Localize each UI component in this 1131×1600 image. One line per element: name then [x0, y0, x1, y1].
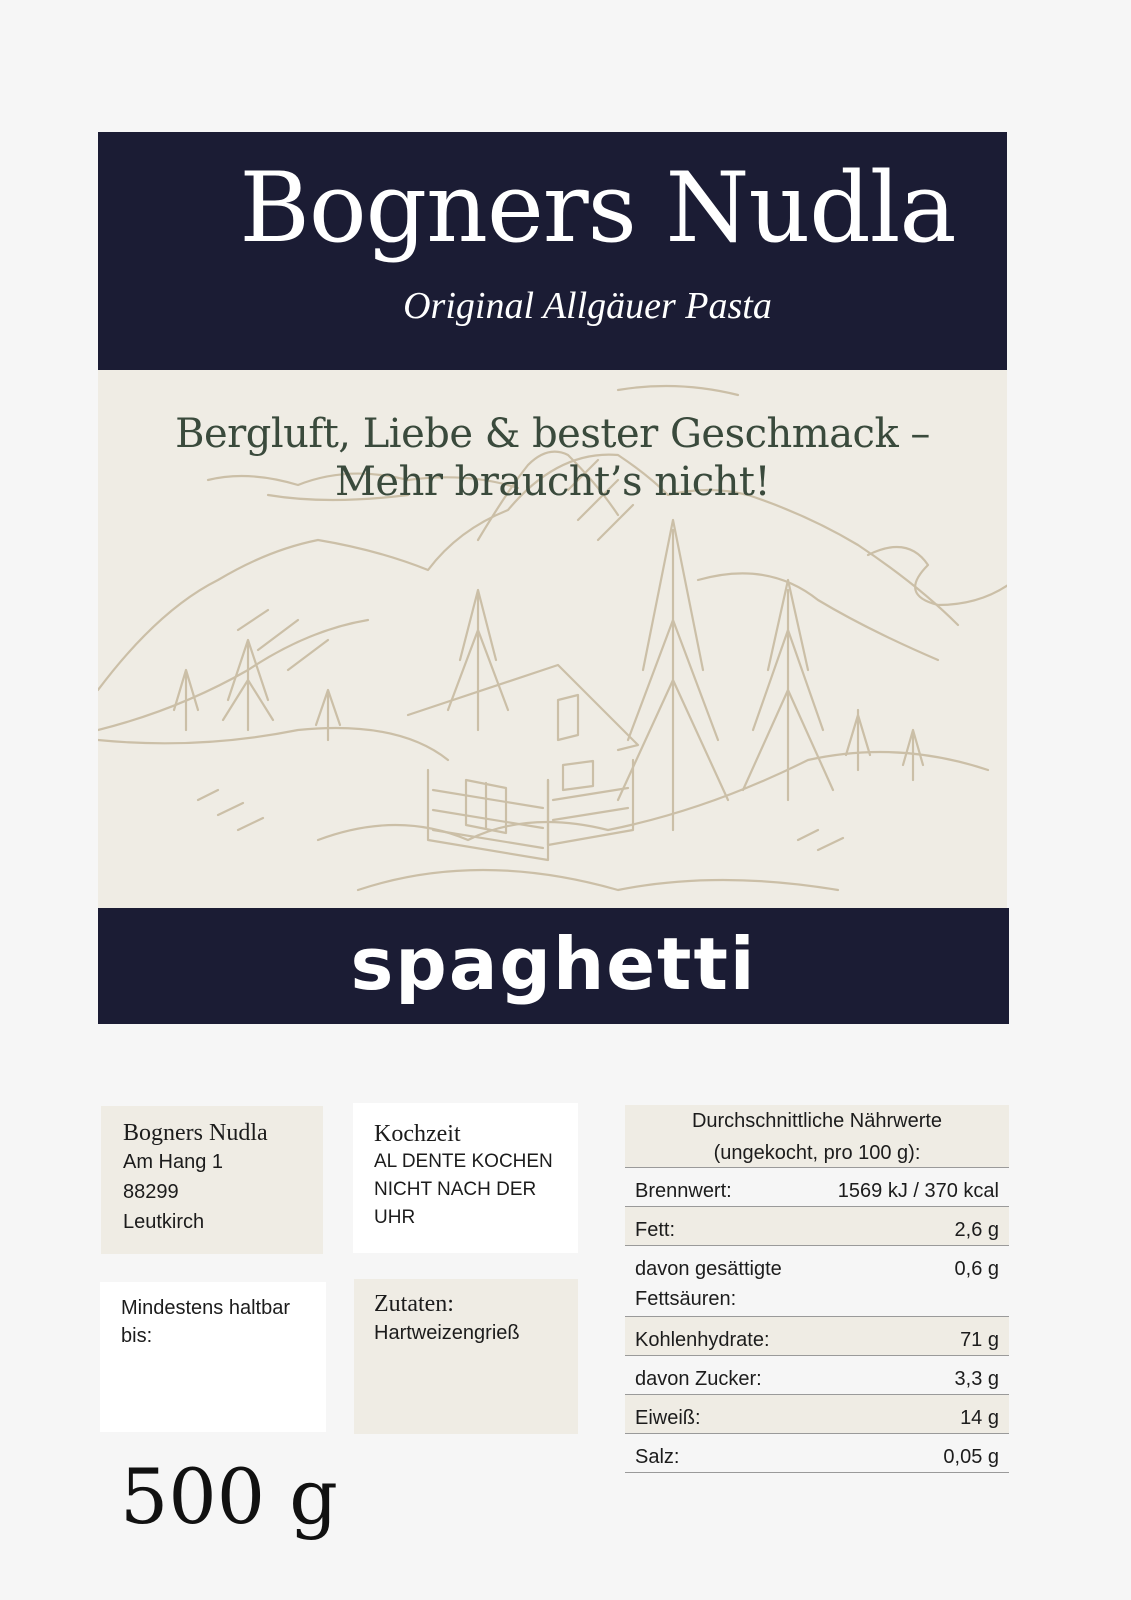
nutrition-value: 0,05 g — [943, 1446, 999, 1468]
cooking-time-box — [353, 1103, 578, 1253]
cooking-line-1: AL DENTE KOCHEN — [374, 1151, 553, 1172]
address-company: Bogners Nudla — [123, 1120, 268, 1146]
cooking-line-3: UHR — [374, 1207, 416, 1228]
nutrition-row — [625, 1395, 1009, 1434]
ingredients-title: Zutaten: — [374, 1291, 454, 1317]
net-weight: 500 g — [120, 1452, 338, 1541]
nutrition-label: davon gesättigte Fettsäuren: — [635, 1258, 782, 1310]
brand-name: Bogners Nudla — [239, 152, 956, 264]
nutrition-value: 0,6 g — [954, 1258, 999, 1280]
nutrition-label: Salz: — [635, 1446, 680, 1468]
ingredients-text: Hartweizengrieß — [374, 1322, 520, 1344]
address-city: Leutkirch — [123, 1211, 205, 1233]
best-before-box — [100, 1282, 326, 1432]
nutrition-label: Eiweiß: — [635, 1407, 701, 1429]
address-zip: 88299 — [123, 1181, 179, 1203]
nutrition-header-line-2: (ungekocht, pro 100 g): — [713, 1142, 921, 1164]
address-street: Am Hang 1 — [123, 1151, 224, 1173]
nutrition-row — [625, 1434, 1009, 1473]
brand-header — [98, 132, 1007, 370]
cooking-title: Kochzeit — [374, 1121, 461, 1147]
cooking-line-2: NICHT NACH DER — [374, 1179, 537, 1200]
product-name-bar — [98, 908, 1009, 1024]
best-before-line-2: bis: — [121, 1325, 153, 1347]
nutrition-row — [625, 1317, 1009, 1356]
best-before-line-1: Mindestens haltbar — [121, 1297, 290, 1319]
nutrition-header — [625, 1105, 1009, 1168]
nutrition-row — [625, 1356, 1009, 1395]
nutrition-label: Kohlenhydrate: — [635, 1329, 770, 1351]
nutrition-value: 14 g — [960, 1407, 999, 1429]
slogan-line-1: Bergluft, Liebe & bester Geschmack – — [175, 411, 930, 457]
slogan-line-2: Mehr braucht’s nicht! — [334, 459, 771, 505]
ingredients-box — [354, 1279, 578, 1434]
product-name: spaghetti — [350, 922, 757, 1006]
nutrition-label: Fett: — [635, 1219, 676, 1241]
nutrition-row — [625, 1168, 1009, 1207]
hero-illustration-panel — [98, 370, 1007, 908]
nutrition-value: 1569 kJ / 370 kcal — [837, 1180, 999, 1202]
nutrition-header-line-1: Durchschnittliche Nährwerte — [691, 1110, 943, 1132]
slogan — [98, 410, 1007, 506]
nutrition-label: davon Zucker: — [635, 1368, 762, 1390]
nutrition-value: 2,6 g — [954, 1219, 999, 1241]
brand-tagline: Original Allgäuer Pasta — [403, 285, 772, 327]
nutrition-table — [625, 1105, 1009, 1473]
nutrition-row — [625, 1207, 1009, 1246]
nutrition-label: Brennwert: — [635, 1180, 732, 1202]
nutrition-value: 71 g — [960, 1329, 999, 1351]
nutrition-row — [625, 1246, 1009, 1317]
address-box — [101, 1106, 323, 1254]
nutrition-value: 3,3 g — [954, 1368, 999, 1390]
